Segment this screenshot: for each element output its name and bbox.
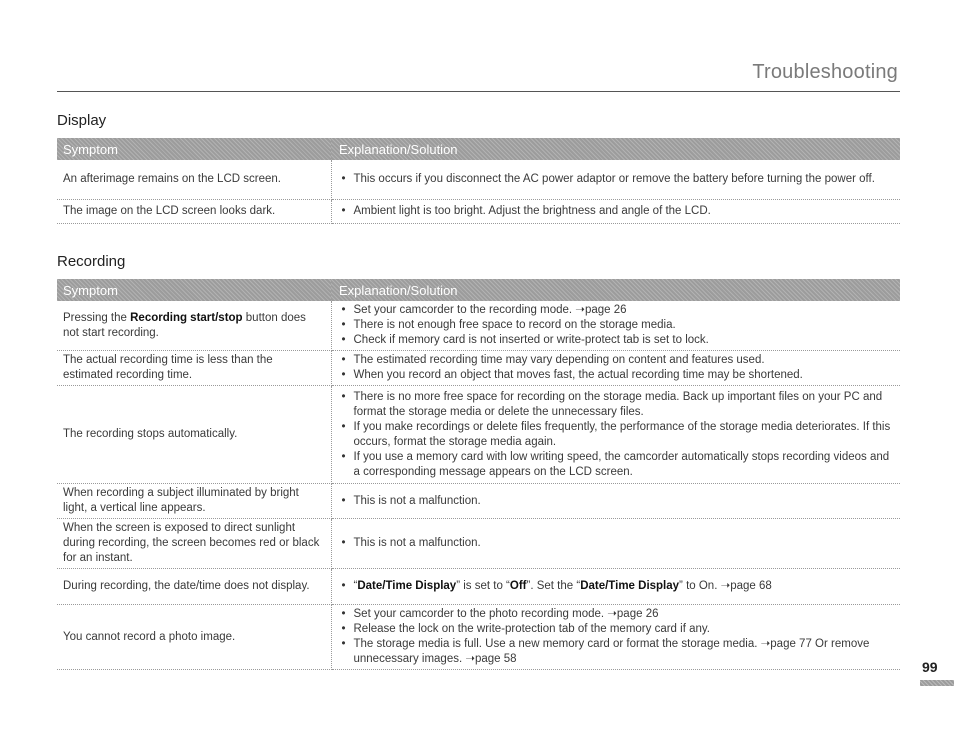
symptom-cell: When the screen is exposed to direct sunlight during recording, the screen becomes red or black for an instant. — [57, 519, 331, 569]
symptom-column-header: Symptom — [57, 279, 331, 301]
display-section — [57, 112, 900, 224]
symptom-cell: You cannot record a photo image. — [57, 605, 331, 670]
table-row — [57, 160, 900, 199]
display-table-header — [57, 138, 900, 160]
solution-cell — [331, 484, 900, 519]
solution-item: • There is no more free space for recording on the storage media. Back up important files on your PC and format the storage media or delete the unnecessary files. — [340, 390, 895, 420]
text-fragment: ”. Set the “ — [526, 580, 581, 592]
symptom-cell: The image on the LCD screen looks dark. — [57, 199, 331, 223]
solution-column-header: Explanation/Solution — [331, 138, 900, 160]
symptom-cell — [57, 301, 331, 351]
solution-item: • Ambient light is too bright. Adjust the brightness and angle of the LCD. — [340, 204, 895, 219]
table-row — [57, 605, 900, 670]
solution-column-header: Explanation/Solution — [331, 279, 900, 301]
solution-item: • This occurs if you disconnect the AC power adaptor or remove the battery before turning the power off. — [340, 172, 895, 187]
symptom-cell: During recording, the date/time does not display. — [57, 569, 331, 605]
solution-cell — [331, 569, 900, 605]
solution-item: • This is not a malfunction. — [340, 536, 895, 551]
table-row — [57, 569, 900, 605]
recording-section-title: Recording — [57, 253, 126, 270]
table-row — [57, 484, 900, 519]
display-section-title: Display — [57, 112, 107, 129]
solution-item: • The storage media is full. Use a new memory card or format the storage media. ➝page 77 Or remove unnecessary images. ➝page 58 — [340, 637, 895, 667]
solution-item: • There is not enough free space to record on the storage media. — [340, 318, 895, 333]
table-row — [57, 519, 900, 569]
solution-item: • Set your camcorder to the photo recording mode. ➝page 26 — [340, 607, 895, 622]
table-row — [57, 301, 900, 351]
solution-item: • Check if memory card is not inserted or write-protect tab is set to lock. — [340, 333, 895, 348]
off-label: Off — [509, 580, 527, 592]
symptom-cell: When recording a subject illuminated by bright light, a vertical line appears. — [57, 484, 331, 519]
solution-item: • When you record an object that moves fast, the actual recording time may be shortened. — [340, 368, 895, 383]
symptom-cell: The recording stops automatically. — [57, 386, 331, 484]
symptom-cell: An afterimage remains on the LCD screen. — [57, 160, 331, 199]
symptom-text-post: button does not start recording. — [63, 311, 306, 339]
solution-item: • If you use a memory card with low writing speed, the camcorder automatically stops recording videos and a corresponding message appears on the LCD screen. — [340, 450, 895, 480]
solution-cell — [331, 519, 900, 569]
display-table — [57, 138, 900, 224]
table-row — [57, 386, 900, 484]
text-fragment: ” to On. ➝page 68 — [679, 580, 772, 592]
solution-item: • Set your camcorder to the recording mode. ➝page 26 — [340, 303, 895, 318]
header-divider — [57, 91, 900, 92]
page-header-title: Troubleshooting — [752, 61, 898, 83]
solution-cell — [331, 386, 900, 484]
page-number: 99 — [922, 659, 938, 675]
text-fragment: “ — [353, 580, 358, 592]
symptom-cell: The actual recording time is less than the estimated recording time. — [57, 351, 331, 386]
date-time-display-label: Date/Time Display — [357, 580, 457, 592]
page-number-bar — [920, 680, 954, 686]
recording-section — [57, 253, 900, 670]
solution-item — [340, 579, 895, 594]
recording-table — [57, 279, 900, 670]
solution-item: • The estimated recording time may vary depending on content and features used. — [340, 353, 895, 368]
solution-item: • If you make recordings or delete files frequently, the performance of the storage media deteriorates. If this occurs, format the storage media again. — [340, 420, 895, 450]
solution-cell — [331, 351, 900, 386]
solution-item: • Release the lock on the write-protection tab of the memory card if any. — [340, 622, 895, 637]
solution-cell — [331, 301, 900, 351]
solution-cell — [331, 199, 900, 223]
solution-item: • This is not a malfunction. — [340, 494, 895, 509]
recording-start-stop-label: Recording start/stop — [130, 311, 243, 324]
symptom-column-header: Symptom — [57, 138, 331, 160]
text-fragment: ” is set to “ — [456, 580, 510, 592]
table-row — [57, 351, 900, 386]
table-row — [57, 199, 900, 223]
solution-cell — [331, 605, 900, 670]
date-time-display-label: Date/Time Display — [580, 580, 680, 592]
solution-cell — [331, 160, 900, 199]
symptom-text-pre: Pressing the — [63, 311, 131, 324]
recording-table-header — [57, 279, 900, 301]
